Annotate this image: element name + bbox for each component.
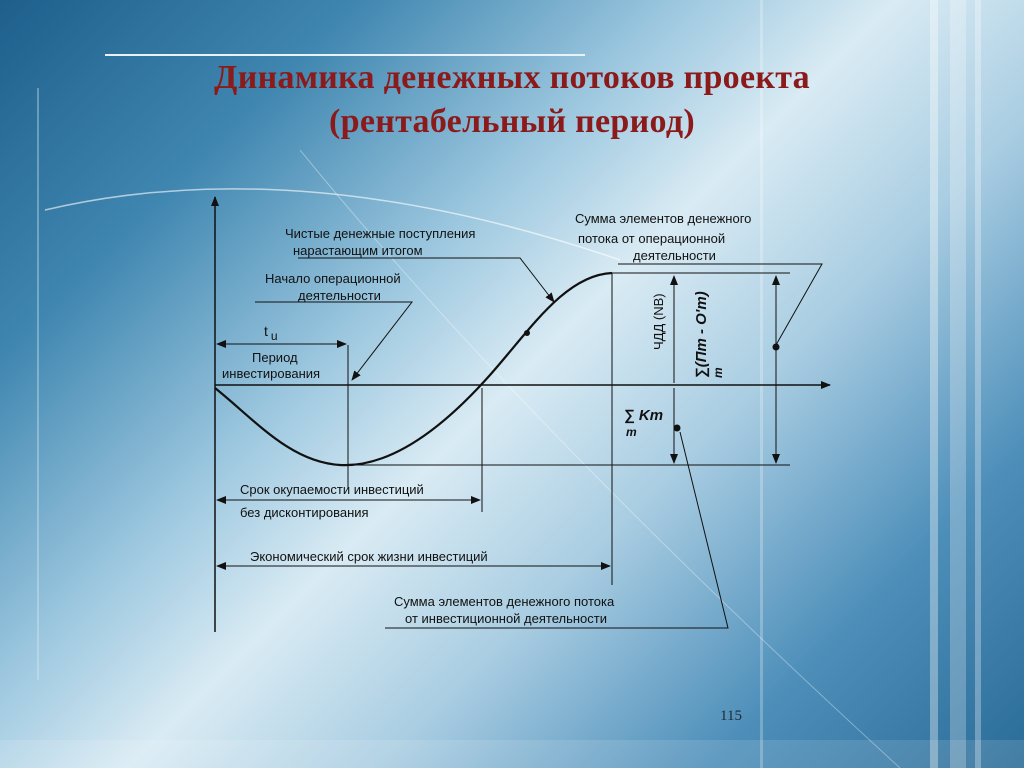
sum-investment-label-1: Сумма элементов денежного потока: [394, 594, 615, 609]
t-u-label: t u: [264, 323, 278, 343]
formula-sum-k-index: m: [626, 425, 637, 439]
economic-life-label: Экономический срок жизни инвестиций: [250, 549, 488, 564]
payback-label-2: без дисконтирования: [240, 505, 369, 520]
net-inflows-dot: [524, 330, 530, 336]
sum-investment-label-2: от инвестиционной деятельности: [405, 611, 608, 626]
sum-k-dot: [674, 425, 681, 432]
start-operational-label-2: деятельности: [298, 288, 381, 303]
sum-operational-label-1: Сумма элементов денежного: [575, 211, 752, 226]
npv-label: ЧДД (NB): [651, 293, 666, 350]
sum-operational-leader: [618, 264, 822, 345]
payback-label-1: Срок окупаемости инвестиций: [240, 482, 424, 497]
page-number: 115: [720, 708, 742, 724]
net-inflows-label-2: нарастающим итогом: [293, 243, 423, 258]
slide-title-line1: Динамика денежных потоков проекта: [214, 59, 810, 96]
sum-operational-label-3: деятельности: [633, 248, 716, 263]
slide-title-line2: (рентабельный период): [329, 103, 695, 140]
formula-sum-p: ∑(Пm - O'm): [693, 291, 710, 378]
sum-operational-label-2: потока от операционной: [578, 231, 726, 246]
net-inflows-label-1: Чистые денежные поступления: [285, 226, 476, 241]
formula-sum-k: ∑ Km: [624, 407, 664, 424]
start-operational-label-1: Начало операционной: [265, 271, 401, 286]
investment-period-label-2: инвестирования: [222, 366, 321, 381]
formula-sum-p-index: m: [711, 367, 725, 378]
investment-period-label-1: Период: [252, 350, 298, 365]
